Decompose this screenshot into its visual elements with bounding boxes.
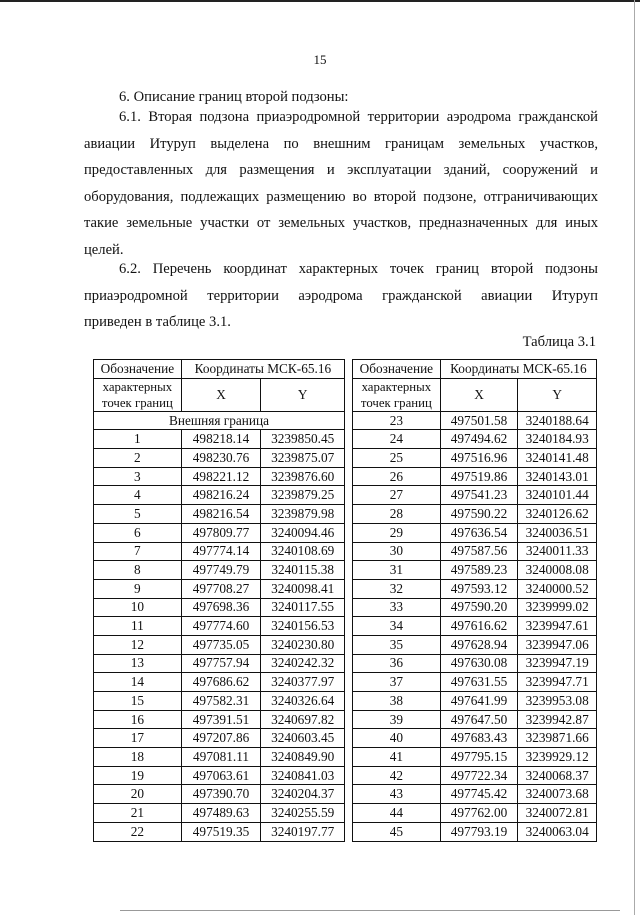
point-number-cell: 28 <box>353 505 441 524</box>
table-row <box>353 598 597 617</box>
point-number-cell: 4 <box>94 486 182 505</box>
table-header-row <box>94 378 345 411</box>
x-coordinate-cell: 497647.50 <box>440 710 518 729</box>
y-coordinate-cell: 3240197.77 <box>261 822 345 841</box>
table-row <box>94 710 345 729</box>
page-edge-right <box>634 0 635 915</box>
coord-system-header: Координаты МСК-65.16 <box>181 360 344 379</box>
y-coordinate-cell: 3240094.46 <box>261 523 345 542</box>
table-row <box>353 430 597 449</box>
table-row <box>353 467 597 486</box>
table-row <box>353 617 597 636</box>
y-coordinate-cell: 3240188.64 <box>518 411 597 430</box>
y-coordinate-cell: 3240063.04 <box>518 822 597 841</box>
point-number-cell: 43 <box>353 785 441 804</box>
x-coordinate-cell: 497636.54 <box>440 523 518 542</box>
y-coordinate-cell: 3240098.41 <box>261 579 345 598</box>
y-coordinate-cell: 3240230.80 <box>261 635 345 654</box>
x-coordinate-cell: 497641.99 <box>440 692 518 711</box>
label-header-top: Обозначение <box>94 360 182 379</box>
table-row <box>94 579 345 598</box>
point-number-cell: 25 <box>353 449 441 468</box>
point-number-cell: 37 <box>353 673 441 692</box>
table-row <box>353 748 597 767</box>
x-header: X <box>440 378 518 411</box>
paragraph-line: предоставленных для размещения и эксплуатации зданий, сооружений и <box>84 162 598 178</box>
x-coordinate-cell: 497793.19 <box>440 822 518 841</box>
table-row <box>94 617 345 636</box>
x-coordinate-cell: 497063.61 <box>181 766 261 785</box>
y-coordinate-cell: 3240184.93 <box>518 430 597 449</box>
table-row <box>353 785 597 804</box>
table-row <box>94 766 345 785</box>
table-row <box>353 766 597 785</box>
x-coordinate-cell: 497616.62 <box>440 617 518 636</box>
table-row <box>353 542 597 561</box>
label-header-bottom: характерных точек границ <box>353 378 441 411</box>
y-coordinate-cell: 3240242.32 <box>261 654 345 673</box>
x-coordinate-cell: 497390.70 <box>181 785 261 804</box>
paragraph-line: 6.1. Вторая подзона приаэродромной территории аэродрома гражданской <box>119 109 598 125</box>
x-coordinate-cell: 497809.77 <box>181 523 261 542</box>
coord-system-header: Координаты МСК-65.16 <box>440 360 596 379</box>
point-number-cell: 26 <box>353 467 441 486</box>
table-caption: Таблица 3.1 <box>522 334 596 350</box>
point-number-cell: 12 <box>94 635 182 654</box>
x-coordinate-cell: 497628.94 <box>440 635 518 654</box>
y-coordinate-cell: 3240008.08 <box>518 561 597 580</box>
point-number-cell: 31 <box>353 561 441 580</box>
y-coordinate-cell: 3240841.03 <box>261 766 345 785</box>
table-row <box>353 692 597 711</box>
point-number-cell: 15 <box>94 692 182 711</box>
x-coordinate-cell: 497207.86 <box>181 729 261 748</box>
y-coordinate-cell: 3240115.38 <box>261 561 345 580</box>
x-coordinate-cell: 497708.27 <box>181 579 261 598</box>
point-number-cell: 22 <box>94 822 182 841</box>
point-number-cell: 2 <box>94 449 182 468</box>
y-coordinate-cell: 3239879.98 <box>261 505 345 524</box>
table-row <box>94 654 345 673</box>
point-number-cell: 32 <box>353 579 441 598</box>
table-row <box>94 467 345 486</box>
x-coordinate-cell: 497762.00 <box>440 804 518 823</box>
x-coordinate-cell: 498216.24 <box>181 486 261 505</box>
y-coordinate-cell: 3239879.25 <box>261 486 345 505</box>
coordinates-table-right <box>352 359 597 842</box>
point-number-cell: 40 <box>353 729 441 748</box>
paragraph-6-2 <box>84 256 598 336</box>
y-coordinate-cell: 3239947.06 <box>518 635 597 654</box>
y-coordinate-cell: 3240011.33 <box>518 542 597 561</box>
page-number: 15 <box>313 52 327 67</box>
table-row <box>94 561 345 580</box>
y-coordinate-cell: 3240255.59 <box>261 804 345 823</box>
label-header-top: Обозначение <box>353 360 441 379</box>
paragraph-line: оборудования, подлежащих размещению во второй подзоне, отграничивающих <box>84 188 598 205</box>
point-number-cell: 5 <box>94 505 182 524</box>
x-coordinate-cell: 497519.35 <box>181 822 261 841</box>
table-row <box>94 505 345 524</box>
x-coordinate-cell: 497631.55 <box>440 673 518 692</box>
point-number-cell: 23 <box>353 411 441 430</box>
y-coordinate-cell: 3240000.52 <box>518 579 597 598</box>
y-coordinate-cell: 3240072.81 <box>518 804 597 823</box>
point-number-cell: 30 <box>353 542 441 561</box>
point-number-cell: 9 <box>94 579 182 598</box>
y-coordinate-cell: 3240204.37 <box>261 785 345 804</box>
paragraph-line: приаэродромной территории аэродрома гражданской авиации Итуруп <box>84 287 598 304</box>
point-number-cell: 19 <box>94 766 182 785</box>
table-row <box>353 505 597 524</box>
paragraph-line: целей. <box>84 241 124 258</box>
table-row <box>353 579 597 598</box>
paragraph-line: авиации Итуруп выделена по внешним границам земельных участков, <box>84 135 598 152</box>
table-row <box>94 523 345 542</box>
y-coordinate-cell: 3239929.12 <box>518 748 597 767</box>
point-number-cell: 38 <box>353 692 441 711</box>
table-row <box>353 822 597 841</box>
x-coordinate-cell: 497081.11 <box>181 748 261 767</box>
x-coordinate-cell: 497590.22 <box>440 505 518 524</box>
table-row <box>94 430 345 449</box>
x-coordinate-cell: 497774.60 <box>181 617 261 636</box>
point-number-cell: 27 <box>353 486 441 505</box>
table-row <box>353 729 597 748</box>
y-coordinate-cell: 3240377.97 <box>261 673 345 692</box>
x-coordinate-cell: 497698.36 <box>181 598 261 617</box>
table-header-row <box>94 360 345 379</box>
x-coordinate-cell: 497593.12 <box>440 579 518 598</box>
paragraph-6-1 <box>84 104 598 263</box>
y-coordinate-cell: 3240141.48 <box>518 449 597 468</box>
x-header: X <box>181 378 261 411</box>
x-coordinate-cell: 497745.42 <box>440 785 518 804</box>
y-coordinate-cell: 3240036.51 <box>518 523 597 542</box>
table-row <box>353 561 597 580</box>
paragraph-line: такие земельные участки от земельных участков, предназначенных для иных <box>84 215 598 231</box>
x-coordinate-cell: 497582.31 <box>181 692 261 711</box>
y-coordinate-cell: 3239953.08 <box>518 692 597 711</box>
x-coordinate-cell: 497590.20 <box>440 598 518 617</box>
table-row <box>94 635 345 654</box>
y-coordinate-cell: 3240101.44 <box>518 486 597 505</box>
y-header: Y <box>518 378 597 411</box>
table-row <box>94 729 345 748</box>
y-coordinate-cell: 3240073.68 <box>518 785 597 804</box>
table-header-row <box>353 360 597 379</box>
table-row <box>94 785 345 804</box>
point-number-cell: 41 <box>353 748 441 767</box>
y-coordinate-cell: 3239871.66 <box>518 729 597 748</box>
point-number-cell: 20 <box>94 785 182 804</box>
y-coordinate-cell: 3240108.69 <box>261 542 345 561</box>
section-row <box>94 411 345 430</box>
x-coordinate-cell: 497501.58 <box>440 411 518 430</box>
x-coordinate-cell: 497795.15 <box>440 748 518 767</box>
y-header: Y <box>261 378 345 411</box>
x-coordinate-cell: 497516.96 <box>440 449 518 468</box>
y-coordinate-cell: 3239947.71 <box>518 673 597 692</box>
point-number-cell: 21 <box>94 804 182 823</box>
table-row <box>353 449 597 468</box>
point-number-cell: 1 <box>94 430 182 449</box>
table-row <box>94 822 345 841</box>
point-number-cell: 6 <box>94 523 182 542</box>
x-coordinate-cell: 497630.08 <box>440 654 518 673</box>
y-coordinate-cell: 3239850.45 <box>261 430 345 449</box>
table-row <box>94 486 345 505</box>
x-coordinate-cell: 497519.86 <box>440 467 518 486</box>
point-number-cell: 33 <box>353 598 441 617</box>
x-coordinate-cell: 497735.05 <box>181 635 261 654</box>
x-coordinate-cell: 497683.43 <box>440 729 518 748</box>
x-coordinate-cell: 497686.62 <box>181 673 261 692</box>
table-row <box>94 748 345 767</box>
table-row <box>94 542 345 561</box>
section-heading: 6. Описание границ второй подзоны: <box>119 89 349 105</box>
y-coordinate-cell: 3240126.62 <box>518 505 597 524</box>
x-coordinate-cell: 498218.14 <box>181 430 261 449</box>
page-edge-top <box>0 0 640 2</box>
point-number-cell: 7 <box>94 542 182 561</box>
point-number-cell: 24 <box>353 430 441 449</box>
table-row <box>94 598 345 617</box>
point-number-cell: 45 <box>353 822 441 841</box>
table-row <box>353 486 597 505</box>
point-number-cell: 14 <box>94 673 182 692</box>
table-row <box>94 804 345 823</box>
point-number-cell: 36 <box>353 654 441 673</box>
point-number-cell: 17 <box>94 729 182 748</box>
point-number-cell: 16 <box>94 710 182 729</box>
y-coordinate-cell: 3240117.55 <box>261 598 345 617</box>
y-coordinate-cell: 3240849.90 <box>261 748 345 767</box>
table-row <box>353 523 597 542</box>
point-number-cell: 29 <box>353 523 441 542</box>
point-number-cell: 18 <box>94 748 182 767</box>
point-number-cell: 8 <box>94 561 182 580</box>
table-row <box>94 449 345 468</box>
x-coordinate-cell: 498230.76 <box>181 449 261 468</box>
table-row <box>94 673 345 692</box>
y-coordinate-cell: 3239876.60 <box>261 467 345 486</box>
x-coordinate-cell: 497494.62 <box>440 430 518 449</box>
x-coordinate-cell: 497722.34 <box>440 766 518 785</box>
x-coordinate-cell: 497541.23 <box>440 486 518 505</box>
y-coordinate-cell: 3239875.07 <box>261 449 345 468</box>
point-number-cell: 42 <box>353 766 441 785</box>
x-coordinate-cell: 497391.51 <box>181 710 261 729</box>
point-number-cell: 10 <box>94 598 182 617</box>
y-coordinate-cell: 3240697.82 <box>261 710 345 729</box>
x-coordinate-cell: 497489.63 <box>181 804 261 823</box>
y-coordinate-cell: 3240603.45 <box>261 729 345 748</box>
paragraph-line: приведен в таблице 3.1. <box>84 314 231 330</box>
table-row <box>353 804 597 823</box>
y-coordinate-cell: 3240156.53 <box>261 617 345 636</box>
x-coordinate-cell: 498221.12 <box>181 467 261 486</box>
x-coordinate-cell: 497589.23 <box>440 561 518 580</box>
x-coordinate-cell: 497757.94 <box>181 654 261 673</box>
x-coordinate-cell: 498216.54 <box>181 505 261 524</box>
table-row <box>353 411 597 430</box>
y-coordinate-cell: 3239947.61 <box>518 617 597 636</box>
table-row <box>94 692 345 711</box>
y-coordinate-cell: 3239942.87 <box>518 710 597 729</box>
point-number-cell: 11 <box>94 617 182 636</box>
point-number-cell: 13 <box>94 654 182 673</box>
y-coordinate-cell: 3240143.01 <box>518 467 597 486</box>
x-coordinate-cell: 497587.56 <box>440 542 518 561</box>
page-edge-bottom <box>120 910 620 911</box>
label-header-bottom: характерных точек границ <box>94 378 182 411</box>
point-number-cell: 34 <box>353 617 441 636</box>
point-number-cell: 35 <box>353 635 441 654</box>
point-number-cell: 44 <box>353 804 441 823</box>
table-row <box>353 635 597 654</box>
y-coordinate-cell: 3239947.19 <box>518 654 597 673</box>
section-label: Внешняя граница <box>94 411 345 430</box>
x-coordinate-cell: 497774.14 <box>181 542 261 561</box>
paragraph-line: 6.2. Перечень координат характерных точек границ второй подзоны <box>119 261 598 277</box>
x-coordinate-cell: 497749.79 <box>181 561 261 580</box>
y-coordinate-cell: 3240326.64 <box>261 692 345 711</box>
table-row <box>353 710 597 729</box>
y-coordinate-cell: 3240068.37 <box>518 766 597 785</box>
table-row <box>353 673 597 692</box>
point-number-cell: 39 <box>353 710 441 729</box>
coordinates-table-left <box>93 359 345 842</box>
point-number-cell: 3 <box>94 467 182 486</box>
table-row <box>353 654 597 673</box>
y-coordinate-cell: 3239999.02 <box>518 598 597 617</box>
